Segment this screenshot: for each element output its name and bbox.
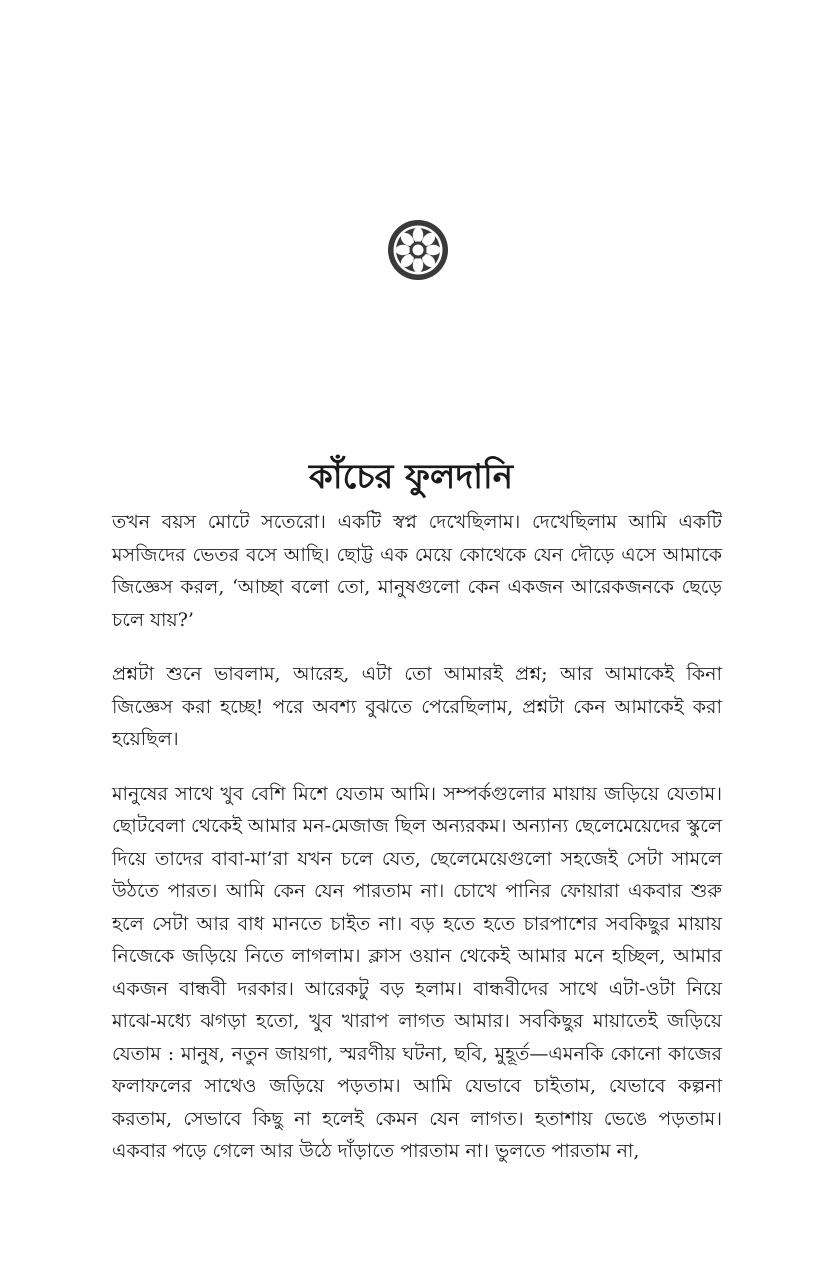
chapter-body [112, 506, 722, 1190]
paragraph-1: তখন বয়স মোটে সতেরো। একটি স্বপ্ন দেখেছিলাম। দেখেছিলাম আমি একটি মসজিদের ভেতর বসে আছি। ছোট্ট এক মেয়ে কোথেকে যেন দৌড়ে এসে আমাকে জিজ্ঞেস করল, ‘আচ্ছা বলো তো, মানুষগুলো কেন একজন আরেকজনকে ছেড়ে চলে যায়?’ [112, 511, 722, 631]
paragraph-3: মানুষের সাথে খুব বেশি মিশে যেতাম আমি। সম্পর্কগুলোর মায়ায় জড়িয়ে যেতাম। ছোটবেলা থেকেই আমার মন-মেজাজ ছিল অন্যরকম। অন্যান্য ছেলেমেয়েদের স্কুলে দিয়ে তাদের বাবা-মা’রা যখন চলে যেত, ছেলেমেয়েগুলো সহজেই সেটা সামলে উঠতে পারত। আমি কেন যেন পারতাম না। চোখে পানির ফোয়ারা একবার শুরু হলে সেটা আর বাধ মানতে চাইত না। বড় হতে হতে চারপাশের সবকিছুর মায়ায় নিজেকে জড়িয়ে নিতে লাগলাম। ক্লাস ওয়ান থেকেই আমার মনে হচ্ছিল, আমার একজন বান্ধবী দরকার। আরেকটু বড় হলাম। বান্ধবীদের সাথে এটা-ওটা নিয়ে মাঝে-মধ্যে ঝগড়া হতো, খুব খারাপ লাগত আমার। সবকিছুর মায়াতেই জড়িয়ে যেতাম : মানুষ, নতুন জায়গা, স্মরণীয় ঘটনা, ছবি, মুহূর্ত—এমনকি কোনো কাজের ফলাফলের সাথেও জড়িয়ে পড়তাম। আমি যেভাবে চাইতাম, যেভাবে কল্পনা করতাম, সেভাবে কিছু না হলেই কেমন যেন লাগত। হতাশায় ভেঙে পড়তাম। একবার পড়ে গেলে আর উঠে দাঁড়াতে পারতাম না। ভুলতে পারতাম না, [112, 782, 722, 1162]
paragraph-2: প্রশ্নটা শুনে ভাবলাম, আরেহ, এটা তো আমারই প্রশ্ন; আর আমাকেই কিনা জিজ্ঞেস করা হচ্ছে! পরে অবশ্য বুঝতে পেরেছিলাম, প্রশ্নটা কেন আমাকেই করা হয়েছিল। [112, 663, 722, 750]
flower-medallion-icon [386, 218, 450, 282]
chapter-title: কাঁচের ফুলদানি [308, 456, 514, 497]
